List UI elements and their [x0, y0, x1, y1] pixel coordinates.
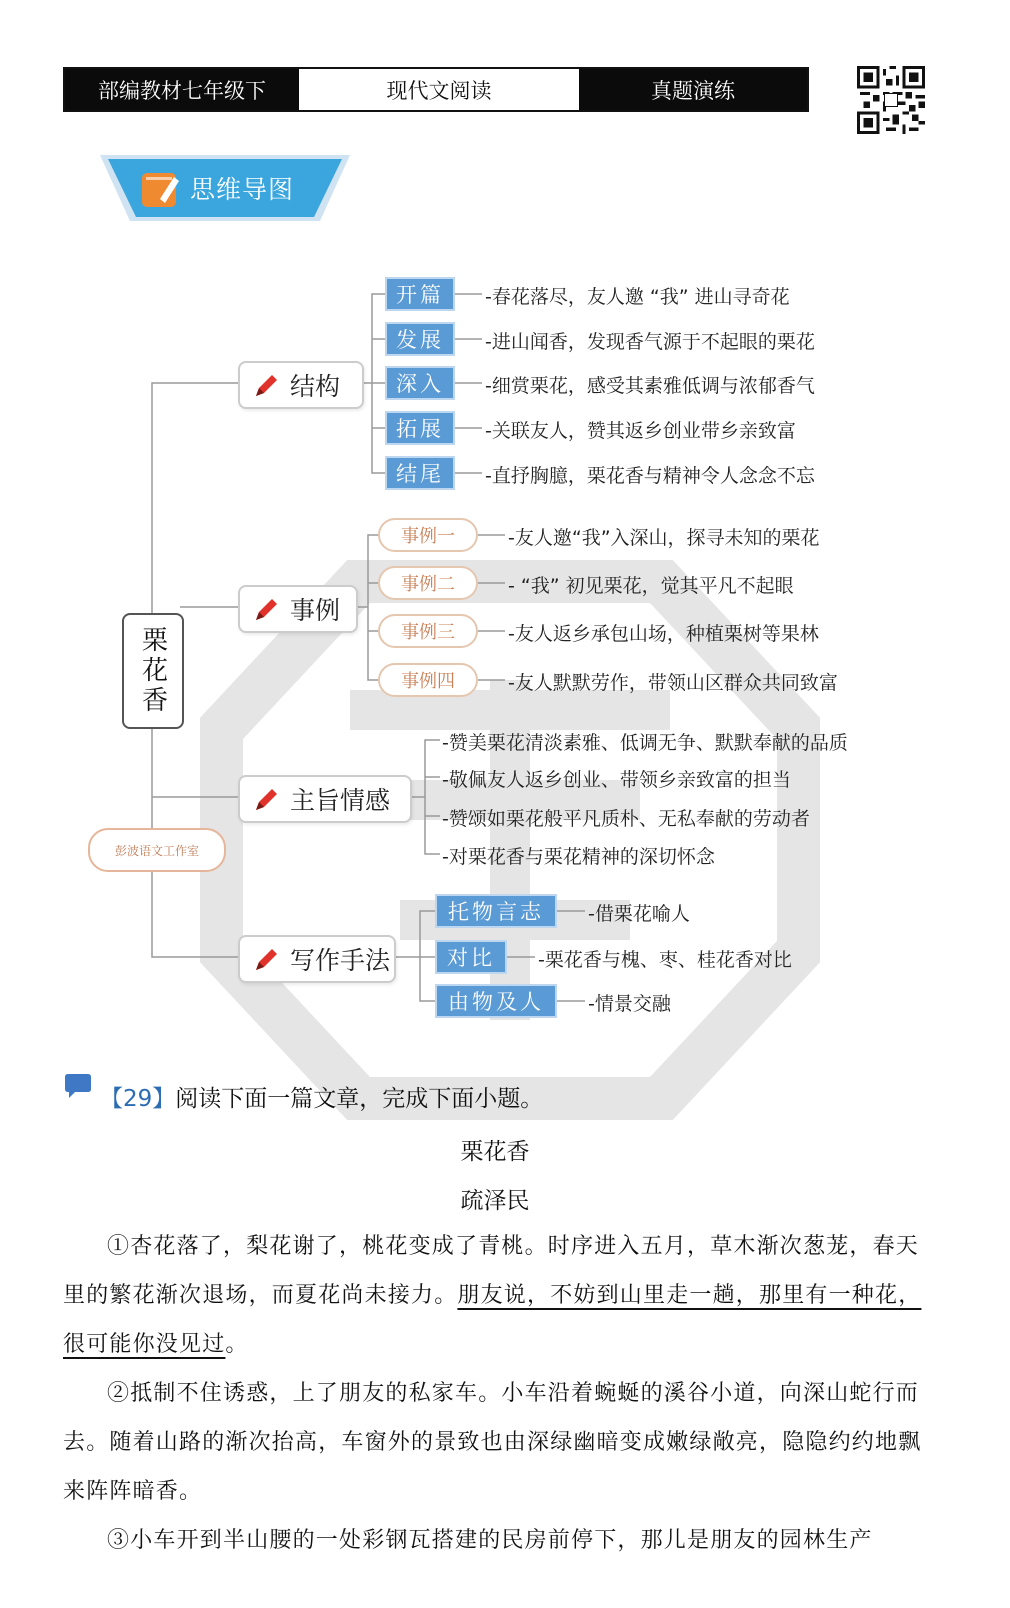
theme-leaf-2: -敬佩友人返乡创业、带领乡亲致富的担当	[442, 769, 791, 791]
example-leaf-2: - “我” 初见栗花，觉其平凡不起眼	[508, 575, 794, 597]
tag-symbolism: 托物言志	[435, 894, 557, 928]
article-paragraph-1	[63, 1222, 933, 1369]
structure-leaf-2: -进山闻香，发现香气源于不起眼的栗花	[485, 331, 815, 353]
article-author: 疏泽民	[460, 1188, 530, 1214]
question-number: 【29】	[100, 1086, 176, 1112]
mindmap-root	[122, 613, 184, 729]
branch-structure-label: 结构	[290, 372, 341, 401]
tag-example-4: 事例四	[378, 663, 478, 697]
pen-icon	[252, 594, 282, 624]
tag-example-2: 事例二	[378, 566, 478, 600]
theme-leaf-4: -对栗花香与栗花精神的深切怀念	[442, 846, 715, 868]
structure-leaf-4: -关联友人，赞其返乡创业带乡亲致富	[485, 420, 796, 442]
paragraph-1-text: ①杏花落了，梨花谢了，桃花变成了青桃。时序进入五月，草木渐次葱茏，春天里的繁花渐次退场，而夏花尚未接力。	[63, 1234, 920, 1308]
structure-leaf-3: -细赏栗花，感受其素雅低调与浓郁香气	[485, 375, 815, 397]
pen-icon	[252, 784, 282, 814]
studio-stamp: 彭波语文工作室	[88, 828, 226, 872]
example-leaf-3: -友人返乡承包山场，种植栗树等果林	[508, 623, 819, 645]
paragraph-1-end: 。	[225, 1332, 249, 1357]
paragraph-1-underlined: 朋友说，不妨到山里走一趟，那里有一种花，很可能你没见过	[63, 1283, 922, 1357]
example-leaf-1: -友人邀“我”入深山，探寻未知的栗花	[508, 527, 820, 549]
structure-leaf-1: -春花落尽，友人邀 “我” 进山寻奇花	[485, 286, 790, 308]
branch-theme-label: 主旨情感	[290, 786, 391, 815]
banner-label: 思维导图	[190, 175, 295, 204]
example-leaf-4: -友人默默劳作，带领山区群众共同致富	[508, 672, 838, 694]
structure-leaf-5: -直抒胸臆，栗花香与精神令人念念不忘	[485, 465, 815, 487]
tag-contrast: 对比	[435, 940, 507, 974]
tag-object-to-person: 由物及人	[435, 984, 557, 1018]
branch-examples	[238, 585, 358, 633]
pen-icon	[252, 944, 282, 974]
tag-deepening: 深入	[385, 366, 455, 400]
tag-ending: 结尾	[385, 456, 455, 490]
technique-leaf-3: -情景交融	[588, 993, 671, 1015]
technique-leaf-1: -借栗花喻人	[588, 903, 690, 925]
article-title: 栗花香	[460, 1139, 530, 1165]
technique-leaf-2: -栗花香与槐、枣、桂花香对比	[538, 949, 792, 971]
question-line	[100, 1080, 543, 1113]
branch-technique	[238, 935, 396, 983]
tag-development: 发展	[385, 322, 455, 356]
pen-icon	[252, 370, 282, 400]
theme-leaf-3: -赞颂如栗花般平凡质朴、无私奉献的劳动者	[442, 808, 810, 830]
article-paragraph-3: ③小车开到半山腰的一处彩钢瓦搭建的民房前停下，那儿是朋友的园林生产	[107, 1528, 873, 1553]
tag-example-3: 事例三	[378, 614, 478, 648]
header-grade: 部编教材七年级下	[65, 69, 299, 110]
header-subject: 现代文阅读	[299, 69, 579, 110]
question-prompt: 阅读下面一篇文章，完成下面小题。	[175, 1086, 544, 1112]
article-paragraph-2: ②抵制不住诱惑，上了朋友的私家车。小车沿着蜿蜒的溪谷小道，向深山蛇行而去。随着山路的渐次抬高，车窗外的景致也由深绿幽暗变成嫩绿敞亮，隐隐约约地飘来阵阵暗香。	[63, 1381, 922, 1504]
question-bookmark-icon	[63, 1073, 93, 1099]
branch-theme	[238, 775, 412, 823]
branch-technique-label: 写作手法	[290, 946, 391, 975]
branch-examples-label: 事例	[290, 596, 341, 625]
tag-example-1: 事例一	[378, 518, 478, 552]
branch-structure	[238, 361, 364, 409]
tag-extension: 拓展	[385, 411, 455, 445]
root-label: 栗花香	[137, 626, 168, 716]
header-section: 真题演练	[579, 69, 807, 110]
theme-leaf-1: -赞美栗花清淡素雅、低调无争、默默奉献的品质	[442, 732, 848, 754]
tag-opening: 开篇	[385, 277, 455, 311]
